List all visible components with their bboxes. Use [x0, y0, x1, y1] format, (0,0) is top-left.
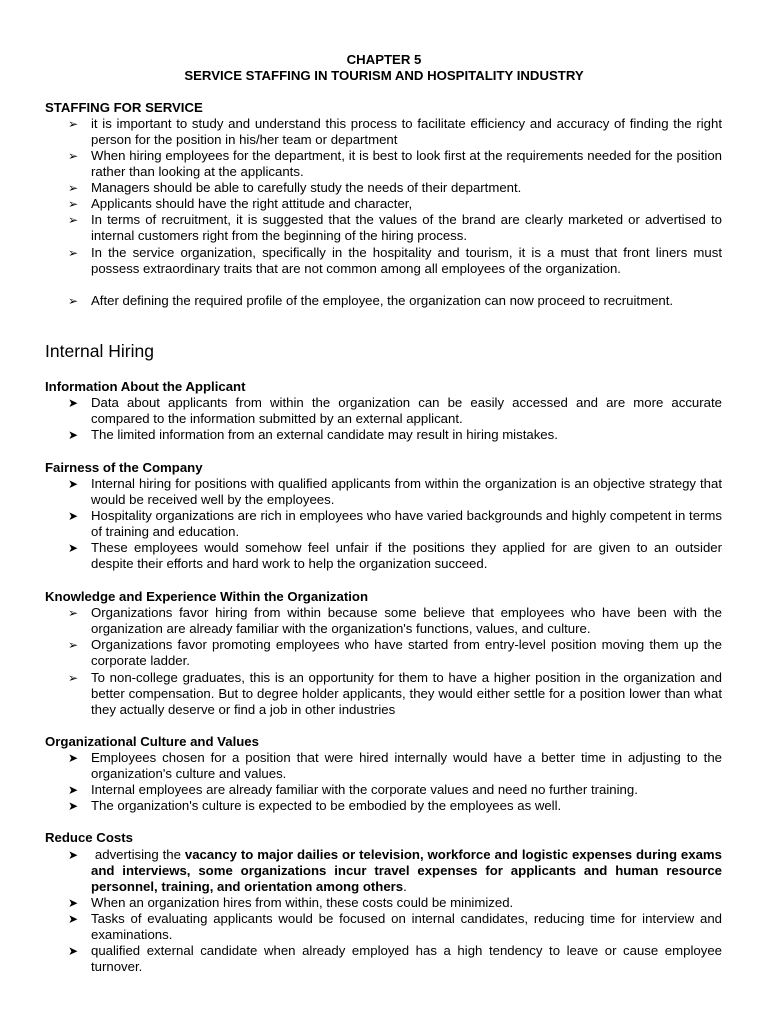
bullet-arrow-icon: ➤ — [68, 799, 79, 813]
list-item: ➢ Organizations favor promoting employees who have started from entry-level position moving them up the corporate ladder. — [68, 637, 722, 669]
list-item: ➤ These employees would somehow feel unfair if the positions they applied for are given to an outsider despite their efforts and hard work to help the organization succeed. — [68, 540, 722, 572]
list-item: ➢ it is important to study and understand this process to facilitate efficiency and accuracy of finding the right person for the position in his/her team or department — [68, 116, 722, 148]
bullet-arrow-icon: ➤ — [68, 912, 79, 926]
subheading-costs: Reduce Costs — [45, 830, 133, 845]
subheading-information: Information About the Applicant — [45, 379, 246, 394]
bullet-arrow-icon: ➢ — [68, 213, 79, 227]
bullet-arrow-icon: ➤ — [68, 509, 79, 523]
list-item: ➤ Internal hiring for positions with qualified applicants from within the organization is an objective strategy that would be received well by the employees. — [68, 476, 722, 508]
bullet-arrow-icon: ➤ — [68, 896, 79, 910]
list-item: ➤ Hospitality organizations are rich in employees who have varied backgrounds and highly competent in terms of training and education. — [68, 508, 722, 540]
bullet-arrow-icon: ➤ — [68, 944, 79, 958]
subheading-fairness: Fairness of the Company — [45, 460, 203, 475]
bullet-arrow-icon: ➤ — [68, 541, 79, 555]
list-item: ➤ advertising the vacancy to major dailies or television, workforce and logistic expenses during exams and interviews, some organizations incur travel expenses for applicants and human resource personnel, training, and orientation among others. — [68, 847, 722, 895]
bullet-arrow-icon: ➢ — [68, 197, 79, 211]
bullet-arrow-icon: ➢ — [68, 149, 79, 163]
staffing-heading: STAFFING FOR SERVICE — [45, 100, 203, 115]
bullet-arrow-icon: ➢ — [68, 246, 79, 260]
list-item: ➤ qualified external candidate when already employed has a high tendency to leave or cause employee turnover. — [68, 943, 722, 975]
list-item: ➤ Data about applicants from within the organization can be easily accessed and are more accurate compared to the information submitted by an external applicant. — [68, 395, 722, 427]
bullet-arrow-icon: ➢ — [68, 181, 79, 195]
bullet-arrow-icon: ➤ — [68, 477, 79, 491]
bullet-arrow-icon: ➢ — [68, 671, 79, 685]
bullet-arrow-icon: ➤ — [68, 751, 79, 765]
list-item: ➤ The organization's culture is expected to be embodied by the employees as well. — [68, 798, 562, 813]
list-item: ➢ After defining the required profile of the employee, the organization can now proceed to recruitment. — [68, 293, 674, 308]
bullet-arrow-icon: ➢ — [68, 117, 79, 131]
bullet-arrow-icon: ➤ — [68, 783, 79, 797]
list-item: ➢ Managers should be able to carefully study the needs of their department. — [68, 180, 522, 195]
subheading-culture: Organizational Culture and Values — [45, 734, 259, 749]
list-item: ➤ Employees chosen for a position that were hired internally would have a better time in adjusting to the organization's culture and values. — [68, 750, 722, 782]
list-item: ➢ Organizations favor hiring from within because some believe that employees who have been with the organization are already familiar with the organization's functions, values, and culture. — [68, 605, 722, 637]
list-item: ➤ When an organization hires from within, these costs could be minimized. — [68, 895, 514, 910]
chapter-title: SERVICE STAFFING IN TOURISM AND HOSPITALITY INDUSTRY — [184, 68, 584, 83]
bullet-arrow-icon: ➢ — [68, 638, 79, 652]
list-item: ➤ The limited information from an external candidate may result in hiring mistakes. — [68, 427, 558, 442]
bullet-arrow-icon: ➢ — [68, 606, 79, 620]
bullet-arrow-icon: ➤ — [68, 396, 79, 410]
list-item: ➢ In terms of recruitment, it is suggested that the values of the brand are clearly marketed or advertised to internal customers right from the beginning of the hiring process. — [68, 212, 722, 244]
list-item: ➤ Tasks of evaluating applicants would be focused on internal candidates, reducing time for interview and examinations. — [68, 911, 722, 943]
bullet-arrow-icon: ➤ — [68, 428, 79, 442]
section-title-internal-hiring: Internal Hiring — [45, 341, 154, 361]
list-item: ➢ When hiring employees for the department, it is best to look first at the requirements needed for the position rather than looking at the applicants. — [68, 148, 722, 180]
list-item: ➢ To non-college graduates, this is an opportunity for them to have a higher position in the organization and better compensation. But to degree holder applicants, they would either settle for a position lower than what they actually deserve or find a job in other industries — [68, 670, 722, 718]
bullet-arrow-icon: ➢ — [68, 294, 79, 308]
bullet-arrow-icon: ➤ — [68, 848, 79, 862]
list-item: ➢ Applicants should have the right attitude and character, — [68, 196, 413, 211]
list-item: ➢ In the service organization, specifically in the hospitality and tourism, it is a must that front liners must possess extraordinary traits that are not common among all employees of the organization. — [68, 245, 722, 277]
chapter-number: CHAPTER 5 — [346, 52, 422, 67]
list-item: ➤ Internal employees are already familiar with the corporate values and need no further training. — [68, 782, 638, 797]
subheading-knowledge: Knowledge and Experience Within the Organization — [45, 589, 369, 604]
